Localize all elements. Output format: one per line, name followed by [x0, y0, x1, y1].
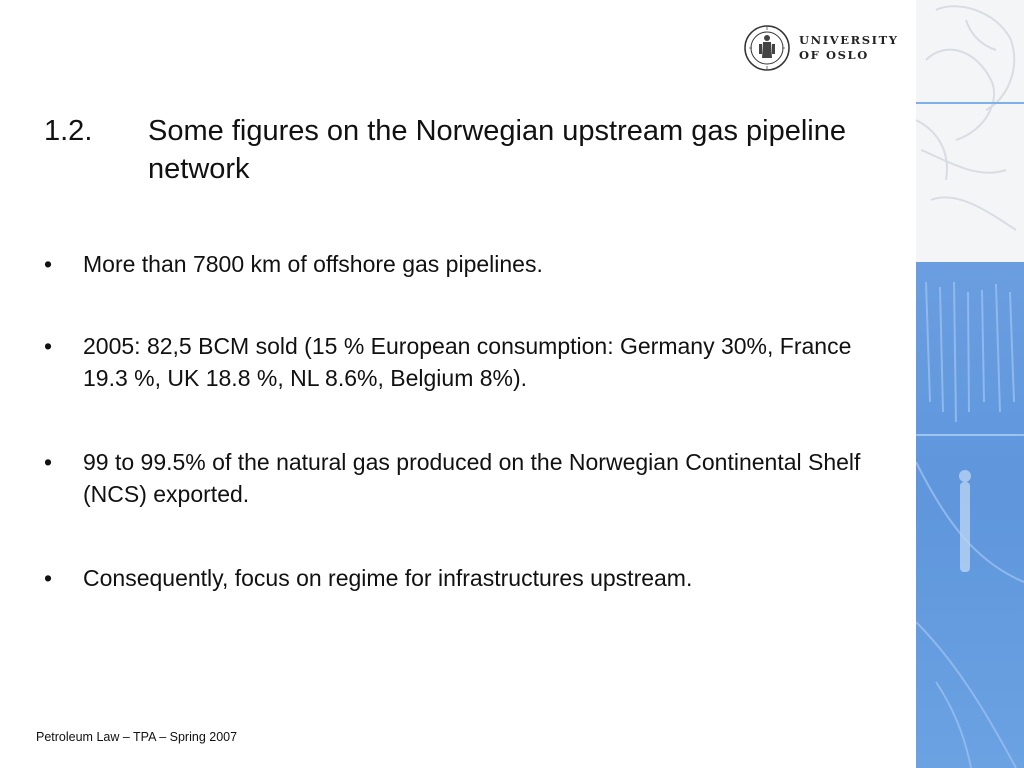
bullet-text: 99 to 99.5% of the natural gas produced on the Norwegian Continental Shelf (NCS) exported. [83, 449, 861, 507]
title-number: 1.2. [44, 115, 93, 147]
statue-silhouette-icon [916, 262, 1024, 768]
slide-footer: Petroleum Law – TPA – Spring 2007 [36, 730, 238, 744]
bullet-marker: • [44, 449, 53, 475]
bullet-marker: • [44, 333, 53, 359]
logo-line-1: UNIVERSITY [799, 33, 899, 47]
title-text: Some figures on the Norwegian upstream gas pipeline network [148, 115, 847, 185]
bullet-text: More than 7800 km of offshore gas pipelines. [83, 251, 543, 277]
statue-sketch-icon [916, 0, 1024, 262]
logo-text [799, 33, 899, 63]
band-top-panel [916, 0, 1024, 262]
bullet-marker: • [44, 251, 53, 277]
band-divider-line [916, 102, 1024, 104]
bullet-text: 2005: 82,5 BCM sold (15 % European consumption: Germany 30%, France 19.3 %, UK 18.8 %, NL 8.6%, Belgium 8%). [83, 333, 852, 391]
logo-line-2: OF OSLO [799, 48, 869, 62]
bullet-marker: • [44, 565, 53, 591]
university-seal-icon [743, 24, 791, 72]
university-logo [743, 24, 903, 74]
decorative-side-band [916, 0, 1024, 768]
band-divider-line [916, 434, 1024, 436]
band-bottom-panel [916, 262, 1024, 768]
bullet-text: Consequently, focus on regime for infrastructures upstream. [83, 565, 693, 591]
